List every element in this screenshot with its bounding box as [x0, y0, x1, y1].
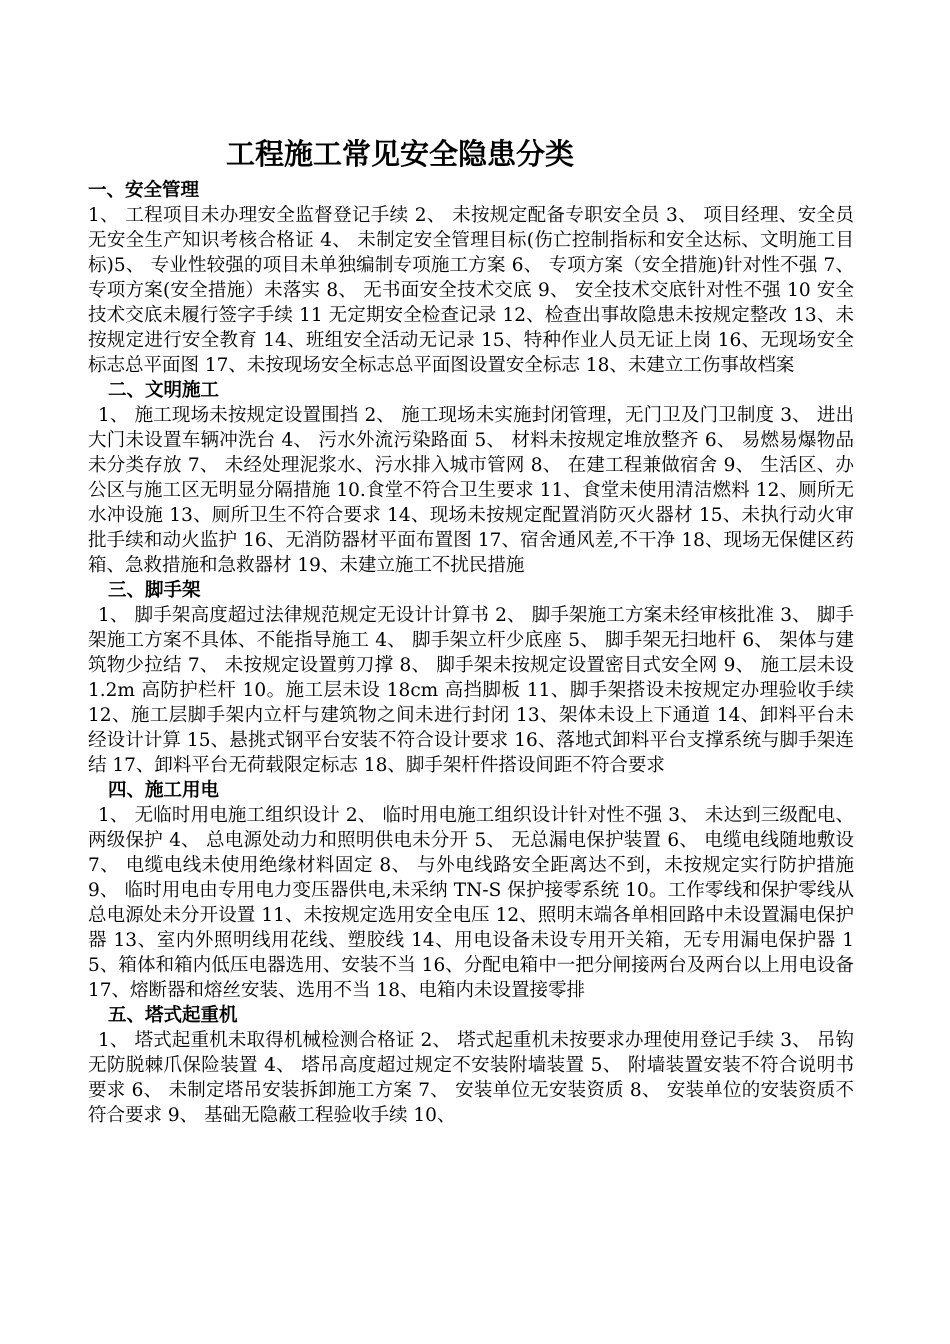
document-page	[88, 132, 854, 1128]
section-civilized-construction	[88, 378, 854, 578]
section-text: 1、 脚手架高度超过法律规范规定无设计计算书 2、 脚手架施工方案未经审核批准 3、 脚手架施工方案不具体、不能指导施工 4、 脚手架立杆少底座 5、 脚手架无扫地杆 6、 架体与建筑物少拉结 7、 未按规定设置剪刀撑 8、 脚手架未按规定设置密目式安全网 9、 施工层未设 1.2m 高防护栏杆 10。施工层未设 18cm 高挡脚板 11、脚手架搭设未按规定办理验收手续 12、施工层脚手架内立杆与建筑物之间未进行封闭 13、架体未设上下通道 14、卸料平台未经设计计算 15、悬挑式钢平台安装不符合设计要求 16、落地式卸料平台支撑系统与脚手架连结 17、卸料平台无荷载限定标志 18、脚手架杆件搭设间距不符合要求	[88, 605, 854, 776]
section-text: 1、 无临时用电施工组织设计 2、 临时用电施工组织设计针对性不强 3、 未达到三级配电、两级保护 4、 总电源处动力和照明供电未分开 5、 无总漏电保护装置 6、 电缆电线随地敷设 7、 电缆电线未使用绝缘材料固定 8、 与外电线路安全距离达不到，未按规定实行防护措施 9、 临时用电由专用电力变压器供电,未采纳 TN-S 保护接零系统 10。工作零线和保护零线从总电源处未分开设置 11、未按规定选用安全电压 12、照明末端各单相回路中未设置漏电保护器 13、室内外照明线用花线、塑胶线 14、用电设备未设专用开关箱，无专用漏电保护器 15、箱体和箱内低压电器选用、安装不当 16、分配电箱中一把分闸接两台及两台以上用电设备 17、熔断器和熔丝安装、选用不当 18、电箱内未设置接零排	[88, 805, 854, 1001]
section-tower-crane	[88, 1003, 854, 1128]
section-heading: 三、脚手架	[108, 580, 201, 601]
section-heading: 五、塔式起重机	[108, 1005, 238, 1026]
section-construction-electricity	[88, 778, 854, 1003]
section-heading: 四、施工用电	[108, 780, 220, 801]
section-scaffolding	[88, 578, 854, 778]
section-text: 1、 施工现场未按规定设置围挡 2、 施工现场未实施封闭管理，无门卫及门卫制度 3、 进出大门未设置车辆冲洗台 4、 污水外流污染路面 5、 材料未按规定堆放整齐 6、 易燃易爆物品未分类存放 7、 未经处理泥浆水、污水排入城市管网 8、 在建工程兼做宿舍 9、 生活区、办公区与施工区无明显分隔措施 10.食堂不符合卫生要求 11、食堂未使用清洁燃料 12、厕所无水冲设施 13、厕所卫生不符合要求 14、现场未按规定配置消防灭火器材 15、未执行动火审批手续和动火监护 16、无消防器材平面布置图 17、宿舍通风差,不干净 18、现场无保健区药箱、急救措施和急救器材 19、未建立施工不扰民措施	[88, 405, 854, 576]
section-heading: 二、文明施工	[108, 380, 220, 401]
section-text: 1、 塔式起重机未取得机械检测合格证 2、 塔式起重机未按要求办理使用登记手续 3、 吊钩无防脱棘爪保险装置 4、 塔吊高度超过规定不安装附墙装置 5、 附墙装置安装不符合说明书要求 6、 未制定塔吊安装拆卸施工方案 7、 安装单位无安装资质 8、 安装单位的安装资质不符合要求 9、 基础无隐蔽工程验收手续 10、	[88, 1030, 854, 1126]
document-title: 工程施工常见安全隐患分类	[226, 137, 575, 171]
section-safety-management	[88, 178, 854, 378]
section-heading: 一、安全管理	[88, 180, 200, 201]
section-text: 1、 工程项目未办理安全监督登记手续 2、 未按规定配备专职安全员 3、 项目经理、安全员无安全生产知识考核合格证 4、 未制定安全管理目标(伤亡控制指标和安全达标、文明施工目标)5、 专业性较强的项目未单独编制专项施工方案 6、 专项方案（安全措施)针对性不强 7、 专项方案(安全措施）未落实 8、 无书面安全技术交底 9、 安全技术交底针对性不强 10 安全技术交底未履行签字手续 11 无定期安全检查记录 12、检查出事故隐患未按规定整改 13、未按规定进行安全教育 14、班组安全活动无记录 15、特种作业人员无证上岗 16、无现场安全标志总平面图 17、未按现场安全标志总平面图设置安全标志 18、未建立工伤事故档案	[88, 205, 854, 376]
